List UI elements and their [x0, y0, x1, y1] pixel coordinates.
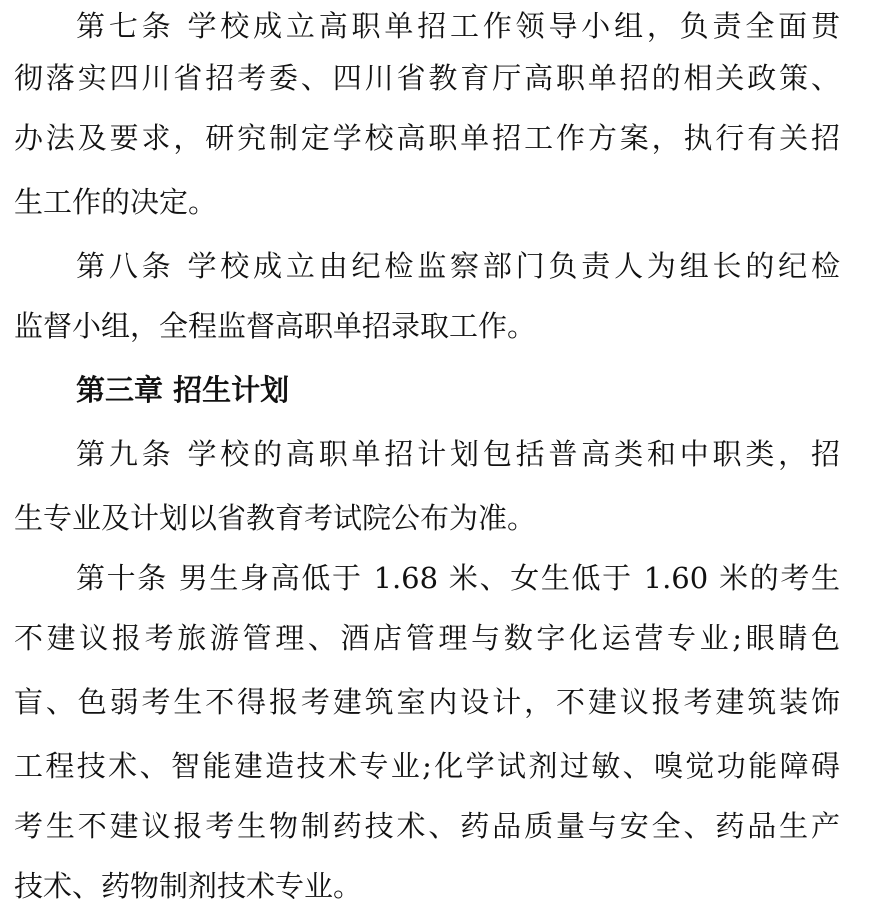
article-9-line-1: 第九条 学校的高职单招计划包括普高类和中职类，招 [76, 437, 840, 471]
chapter-3-heading: 第三章 招生计划 [76, 373, 290, 407]
article-10-line-1: 第十条 男生身高低于 1.68 米、女生低于 1.60 米的考生 [76, 561, 840, 595]
article-7-line-1: 第七条 学校成立高职单招工作领导小组，负责全面贯 [76, 9, 840, 43]
article-10-line-5: 考生不建议报考生物制药技术、药品质量与安全、药品生产 [14, 809, 840, 843]
article-10-line-3: 盲、色弱考生不得报考建筑室内设计，不建议报考建筑装饰 [14, 685, 840, 719]
article-7-line-3: 办法及要求，研究制定学校高职单招工作方案，执行有关招 [14, 121, 840, 155]
article-7-line-2: 彻落实四川省招考委、四川省教育厅高职单招的相关政策、 [14, 61, 840, 95]
article-8-line-2: 监督小组，全程监督高职单招录取工作。 [14, 309, 537, 343]
article-10-line-2: 不建议报考旅游管理、酒店管理与数字化运营专业;眼睛色 [14, 621, 840, 655]
article-10-line-6: 技术、药物制剂技术专业。 [14, 869, 363, 903]
article-9-line-2: 生专业及计划以省教育考试院公布为准。 [14, 501, 537, 535]
article-8-line-1: 第八条 学校成立由纪检监察部门负责人为组长的纪检 [76, 249, 840, 283]
article-7-line-4: 生工作的决定。 [14, 185, 218, 219]
article-10-line-4: 工程技术、智能建造技术专业;化学试剂过敏、嗅觉功能障碍 [14, 749, 840, 783]
